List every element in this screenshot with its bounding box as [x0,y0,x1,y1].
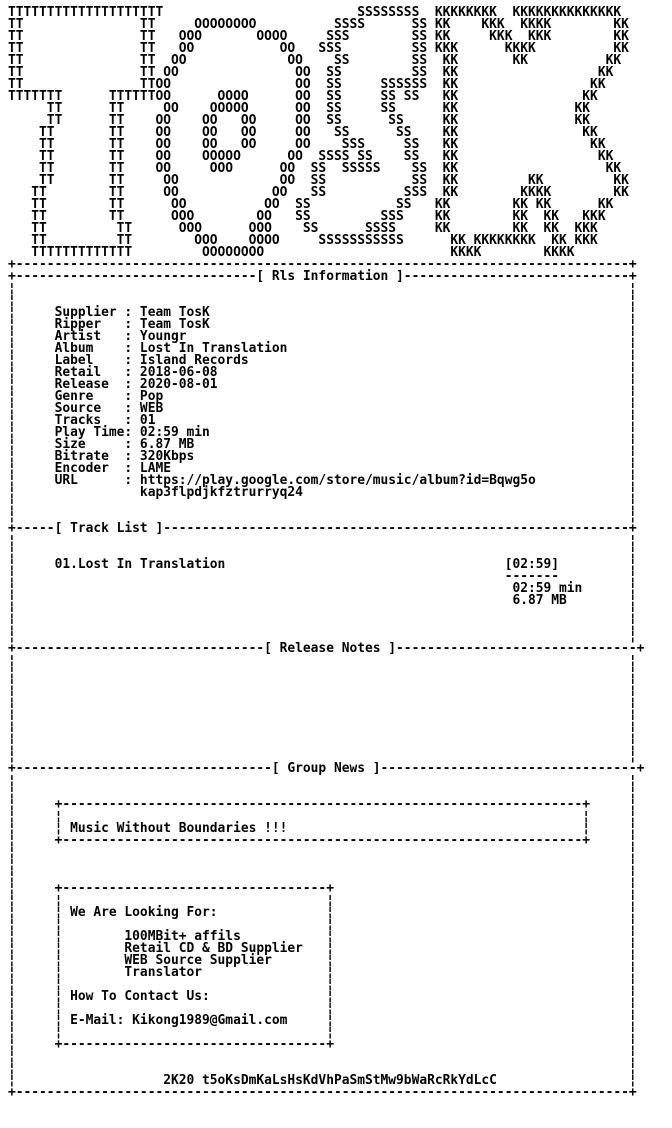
logo-line: TT TT OOOOOOOO SSSS SS KK KKK KKKK KK [8,17,629,32]
logo-line: TTTTTTTTTTTTTTTTTTTT SSSSSSSS KKKKKKKK KKKKKKKKKKKKKK [8,5,622,20]
logo-line: TT TT OO OOO OO SS SSSSS SS KK KK [8,161,622,176]
footer-tag: ¦ 2K20 t5oKsDmKaLsHsKdVhPaSmStMw9bWaRcRkYdLcC ¦ [8,1073,637,1088]
logo-line: TT TT OO OO SS SS KK KK KK [8,173,629,188]
nfo-text [8,7,644,1099]
logo-line: TT TT OO OO SSS SS KKK KKKK KK [8,41,629,56]
logo-line: TT TT OO OOOOO OO SS SS KK KK [8,101,591,116]
frame-top: +-------------------------------------------------------------------------------+ [8,257,637,272]
logo-line: TT TT OO OOOOO OO SSSS SS SS KK KK [8,149,614,164]
news-box-line: ¦ +----------------------------------+ ¦ [8,1037,637,1052]
news-box-line: ¦ ¦ ¦ ¦ [8,893,637,908]
rls-field: ¦ kap3flpdjkfztrurryq24 ¦ [8,485,637,500]
news-box-line: ¦ ¦ Music Without Boundaries !!! ¦ ¦ [8,821,637,836]
frame-side: ¦ ¦ [8,629,637,644]
frame-side: ¦ ¦ [8,689,637,704]
frame-side: ¦ ¦ [8,725,637,740]
logo-line: TTTTTTT TTTTTTOO OOOO OO SS SS SS KK KK [8,89,598,104]
rls-field: ¦ Artist : Youngr ¦ [8,329,637,344]
logo-line: TT TT OO OO OO OO SS SS KK KK [8,113,591,128]
news-box-line: ¦ ¦ ¦ ¦ [8,809,637,824]
logo-line: TT TT OO OO OO OO SSS SS KK KK [8,137,606,152]
frame-side: ¦ ¦ [8,665,637,680]
frame-side: ¦ ¦ [8,533,637,548]
logo-line: TT TT OOO OOO SS SSSS KK KK KK KKK [8,221,598,236]
logo-line: TT TT OOO OO SS SSS KK KK KK KKK [8,209,606,224]
frame-side: ¦ ¦ [8,653,637,668]
news-box-line: ¦ ¦ Retail CD & BD Supplier ¦ ¦ [8,941,637,956]
frame-side: ¦ ¦ [8,605,637,620]
news-box-line: ¦ ¦ ¦ ¦ [8,1025,637,1040]
rls-field: ¦ Genre : Pop ¦ [8,389,637,404]
rls-field: ¦ Tracks : 01 ¦ [8,413,637,428]
frame-side: ¦ ¦ [8,773,637,788]
frame-side: ¦ ¦ [8,677,637,692]
frame-side: ¦ ¦ [8,701,637,716]
news-box-line: ¦ ¦ E-Mail: Kikong1989@Gmail.com ¦ ¦ [8,1013,637,1028]
frame-side: ¦ ¦ [8,845,637,860]
frame-side: ¦ ¦ [8,1049,637,1064]
frame-side: ¦ ¦ [8,737,637,752]
logo-line: TT TT OO OO SS SS KK KK [8,65,614,80]
rls-field: ¦ Source : WEB ¦ [8,401,637,416]
frame-bottom: +-------------------------------------------------------------------------------+ [8,1085,637,1100]
track-line: ¦ 02:59 min ¦ [8,581,637,596]
rls-field: ¦ Label : Island Records ¦ [8,353,637,368]
news-box-line: ¦ ¦ WEB Source Supplier ¦ ¦ [8,953,637,968]
rls-field: ¦ Size : 6.87 MB ¦ [8,437,637,452]
frame-side: ¦ ¦ [8,749,637,764]
rls-field: ¦ Encoder : LAME ¦ [8,461,637,476]
rls-field: ¦ Album : Lost In Translation ¦ [8,341,637,356]
rls-field: ¦ URL : https://play.google.com/store/music/album?id=Bqwg5o ¦ [8,473,637,488]
rls-field: ¦ Retail : 2018-06-08 ¦ [8,365,637,380]
news-box-line: ¦ ¦ How To Contact Us: ¦ ¦ [8,989,637,1004]
rls-field: ¦ Release : 2020-08-01 ¦ [8,377,637,392]
logo-line: TT TTOO OO SS SSSSSS KK KK [8,77,606,92]
logo-line: TT TT OO OO SS SSS KK KKKK KK [8,185,629,200]
logo-line: TT TT OOO OOOO SSS SS KK KKK KKK KK [8,29,629,44]
track-line: ¦ 6.87 MB ¦ [8,593,637,608]
news-box-line: ¦ ¦ ¦ ¦ [8,1001,637,1016]
frame-side: ¦ ¦ [8,617,637,632]
news-box-line: ¦ +----------------------------------+ ¦ [8,881,637,896]
news-box-line: ¦ ¦ ¦ ¦ [8,917,637,932]
frame-side: ¦ ¦ [8,869,637,884]
frame-side: ¦ ¦ [8,1061,637,1076]
news-box-line: ¦ ¦ Translator ¦ ¦ [8,965,637,980]
rls-field: ¦ Supplier : Team TosK ¦ [8,305,637,320]
news-box-line: ¦ +-------------------------------------------------------------------+ ¦ [8,833,637,848]
frame-side: ¦ ¦ [8,545,637,560]
logo-line: TT TT OO OO SS SS KK KK KK [8,53,622,68]
frame-side: ¦ ¦ [8,713,637,728]
logo-line: TT TT OO OO SS SS KK KK KK KK [8,197,614,212]
section-header-notes: +--------------------------------[ Release Notes ]-------------------------------+ [8,641,645,656]
logo-line: TT TT OOO OOOO SSSSSSSSSSS KK KKKKKKKK KK KKK [8,233,598,248]
rls-field: ¦ Ripper : Team TosK ¦ [8,317,637,332]
section-header-tracks: +-----[ Track List ]------------------------------------------------------------+ [8,521,637,536]
section-header-rls: +-------------------------------[ Rls Information ]-----------------------------+ [8,269,637,284]
news-box-line: ¦ ¦ ¦ ¦ [8,977,637,992]
rls-field: ¦ Bitrate : 320Kbps ¦ [8,449,637,464]
news-box-line: ¦ ¦ We Are Looking For: ¦ ¦ [8,905,637,920]
frame-side: ¦ ¦ [8,785,637,800]
rls-field: ¦ Play Time: 02:59 min ¦ [8,425,637,440]
track-line: ¦ 01.Lost In Translation [02:59] ¦ [8,557,637,572]
logo-line: TT TT OO OO OO OO SS SS KK KK [8,125,598,140]
news-box-line: ¦ ¦ 100MBit+ affils ¦ ¦ [8,929,637,944]
frame-side: ¦ ¦ [8,857,637,872]
frame-side: ¦ ¦ [8,497,637,512]
news-box-line: ¦ +-------------------------------------------------------------------+ ¦ [8,797,637,812]
frame-side: ¦ ¦ [8,281,637,296]
section-header-news: +---------------------------------[ Group News ]---------------------------------+ [8,761,645,776]
frame-side: ¦ ¦ [8,509,637,524]
track-line: ¦ ------- ¦ [8,569,637,584]
logo-line: TTTTTTTTTTTTT OOOOOOOO KKKK KKKK [8,245,575,260]
frame-side: ¦ ¦ [8,293,637,308]
